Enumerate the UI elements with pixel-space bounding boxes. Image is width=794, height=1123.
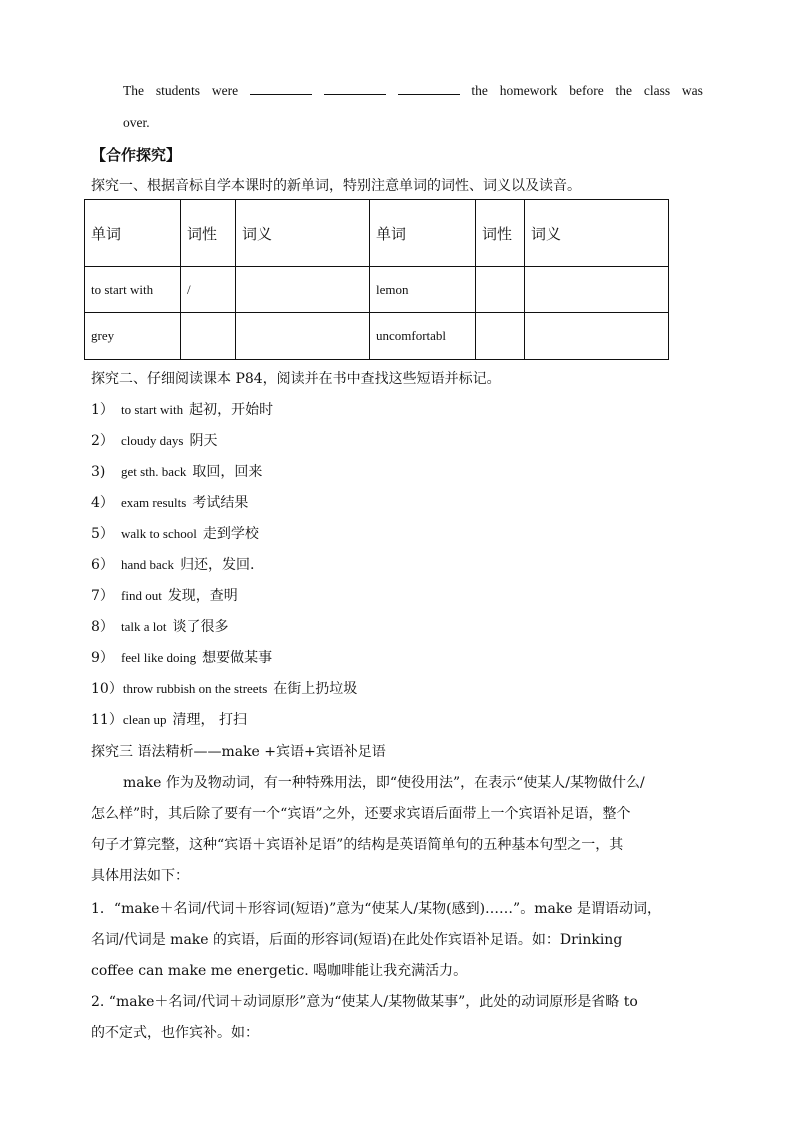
- phrase-item: [91, 616, 229, 636]
- phrase-item: [91, 554, 255, 574]
- phrase-chinese: 在街上扔垃圾: [273, 681, 358, 697]
- rule-2-line: 2. “make＋名词/代词＋动词原形”意为“使某人/某物做某事”，此处的动词原形是省略 to: [91, 994, 638, 1010]
- sentence-word: were: [211, 83, 239, 98]
- phrase-number: 11）: [91, 712, 123, 728]
- word-cell: lemon: [370, 267, 476, 313]
- phrase-item: [91, 492, 248, 512]
- phrase-chinese: 归还，发回.: [180, 557, 255, 573]
- phrase-english: feel like doing: [121, 650, 197, 665]
- phrase-chinese: 想要做某事: [202, 650, 273, 666]
- paragraph-line: 具体用法如下：: [91, 868, 189, 884]
- rule-1-line: coffee can make me energetic. 喝咖啡能让我充满活力。: [91, 963, 468, 979]
- phrase-english: hand back: [121, 557, 175, 572]
- answer-blank-1[interactable]: [250, 82, 312, 95]
- sentence-word: the: [471, 83, 488, 98]
- sentence-word: before: [569, 83, 604, 98]
- rule-2-line: 的不定式，也作宾补。如：: [91, 1025, 259, 1041]
- meaning-cell[interactable]: [236, 313, 370, 360]
- phrase-item: [91, 461, 262, 481]
- pos-cell[interactable]: [476, 267, 525, 313]
- phrase-english: exam results: [121, 495, 187, 510]
- phrase-number: 1）: [91, 402, 114, 418]
- explore1-title: 探究一、根据音标自学本课时的新单词，特别注意单词的词性、词义以及读音。: [91, 178, 581, 194]
- meaning-cell[interactable]: [525, 313, 669, 360]
- phrase-chinese: 取回，回来: [192, 464, 263, 480]
- header-cell-word: 单词: [370, 200, 476, 267]
- phrase-chinese: 谈了很多: [172, 619, 229, 635]
- explore3-title: 探究三 语法精析——make +宾语+宾语补足语: [91, 744, 386, 760]
- phrase-chinese: 走到学校: [202, 526, 259, 542]
- phrase-number: 10）: [91, 681, 123, 697]
- phrase-item: [91, 709, 247, 729]
- phrase-english: clean up: [122, 712, 167, 727]
- meaning-cell[interactable]: [525, 267, 669, 313]
- phrase-chinese: 清理， 打扫: [172, 712, 247, 728]
- phrase-chinese: 考试结果: [192, 495, 249, 511]
- phrase-english: throw rubbish on the streets: [122, 681, 268, 696]
- header-cell-pos: 词性: [476, 200, 525, 267]
- sentence-word: homework: [499, 83, 558, 98]
- phrase-item: [91, 399, 273, 419]
- rule-1-line: 名词/代词是 make 的宾语，后面的形容词(短语)在此处作宾语补足语。如：Drinking: [91, 932, 623, 948]
- sentence-word: The: [123, 83, 144, 98]
- meaning-cell[interactable]: [236, 267, 370, 313]
- sentence-word: the: [615, 83, 633, 98]
- phrase-number: 5）: [91, 526, 114, 542]
- phrase-item: [91, 678, 357, 698]
- table-row: [85, 267, 669, 313]
- phrase-chinese: 起初，开始时: [189, 402, 274, 418]
- paragraph-line: 句子才算完整，这种“宾语＋宾语补足语”的结构是英语简单句的五种基本句型之一，其: [91, 837, 624, 853]
- answer-blank-2[interactable]: [324, 82, 386, 95]
- phrase-number: 7）: [91, 588, 114, 604]
- sentence-word: class: [643, 83, 671, 98]
- phrase-item: [91, 647, 272, 667]
- phrase-item: [91, 585, 238, 605]
- phrase-number: 6）: [91, 557, 114, 573]
- pos-cell[interactable]: [476, 313, 525, 360]
- phrase-english: find out: [121, 588, 162, 603]
- phrase-number: 8）: [91, 619, 114, 635]
- word-cell: to start with: [85, 267, 181, 313]
- phrase-number: 9）: [91, 650, 114, 666]
- header-cell-meaning: 词义: [525, 200, 669, 267]
- phrase-english: cloudy days: [121, 433, 184, 448]
- table-row: [85, 313, 669, 360]
- phrase-item: [91, 523, 259, 543]
- header-cell-pos: 词性: [181, 200, 236, 267]
- header-cell-meaning: 词义: [236, 200, 370, 267]
- vocabulary-table: [84, 199, 669, 360]
- section-heading: 【合作探究】: [91, 146, 182, 164]
- sentence-word: students: [155, 83, 201, 98]
- answer-blank-3[interactable]: [398, 82, 460, 95]
- phrase-chinese: 阴天: [189, 433, 218, 449]
- rule-1-line: 1．“make＋名词/代词＋形容词(短语)”意为“使某人/某物(感到)……”。make 是谓语动词，: [91, 901, 662, 917]
- paragraph-line: 怎么样”时，其后除了要有一个“宾语”之外，还要求宾语后面带上一个宾语补足语，整个: [91, 806, 631, 822]
- phrase-item: [91, 430, 217, 450]
- phrase-english: talk a lot: [121, 619, 167, 634]
- phrase-number: 4）: [91, 495, 114, 511]
- pos-cell[interactable]: [181, 313, 236, 360]
- phrase-english: get sth. back: [121, 464, 187, 479]
- pos-cell[interactable]: /: [181, 267, 236, 313]
- word-cell: grey: [85, 313, 181, 360]
- word-cell: uncomfortabl: [370, 313, 476, 360]
- sentence-continuation: over.: [123, 115, 150, 130]
- phrase-chinese: 发现，查明: [167, 588, 238, 604]
- phrase-english: to start with: [121, 402, 184, 417]
- header-cell-word: 单词: [85, 200, 181, 267]
- sentence-word: was: [681, 83, 703, 98]
- fill-in-sentence: [123, 82, 703, 99]
- explore2-title: 探究二、仔细阅读课本 P84，阅读并在书中查找这些短语并标记。: [91, 371, 501, 387]
- phrase-number: 2）: [91, 433, 114, 449]
- table-header-row: [85, 200, 669, 267]
- phrase-number: 3): [91, 464, 106, 480]
- phrase-english: walk to school: [121, 526, 197, 541]
- paragraph-line: make 作为及物动词，有一种特殊用法，即“使役用法”，在表示“使某人/某物做什么/: [123, 775, 645, 791]
